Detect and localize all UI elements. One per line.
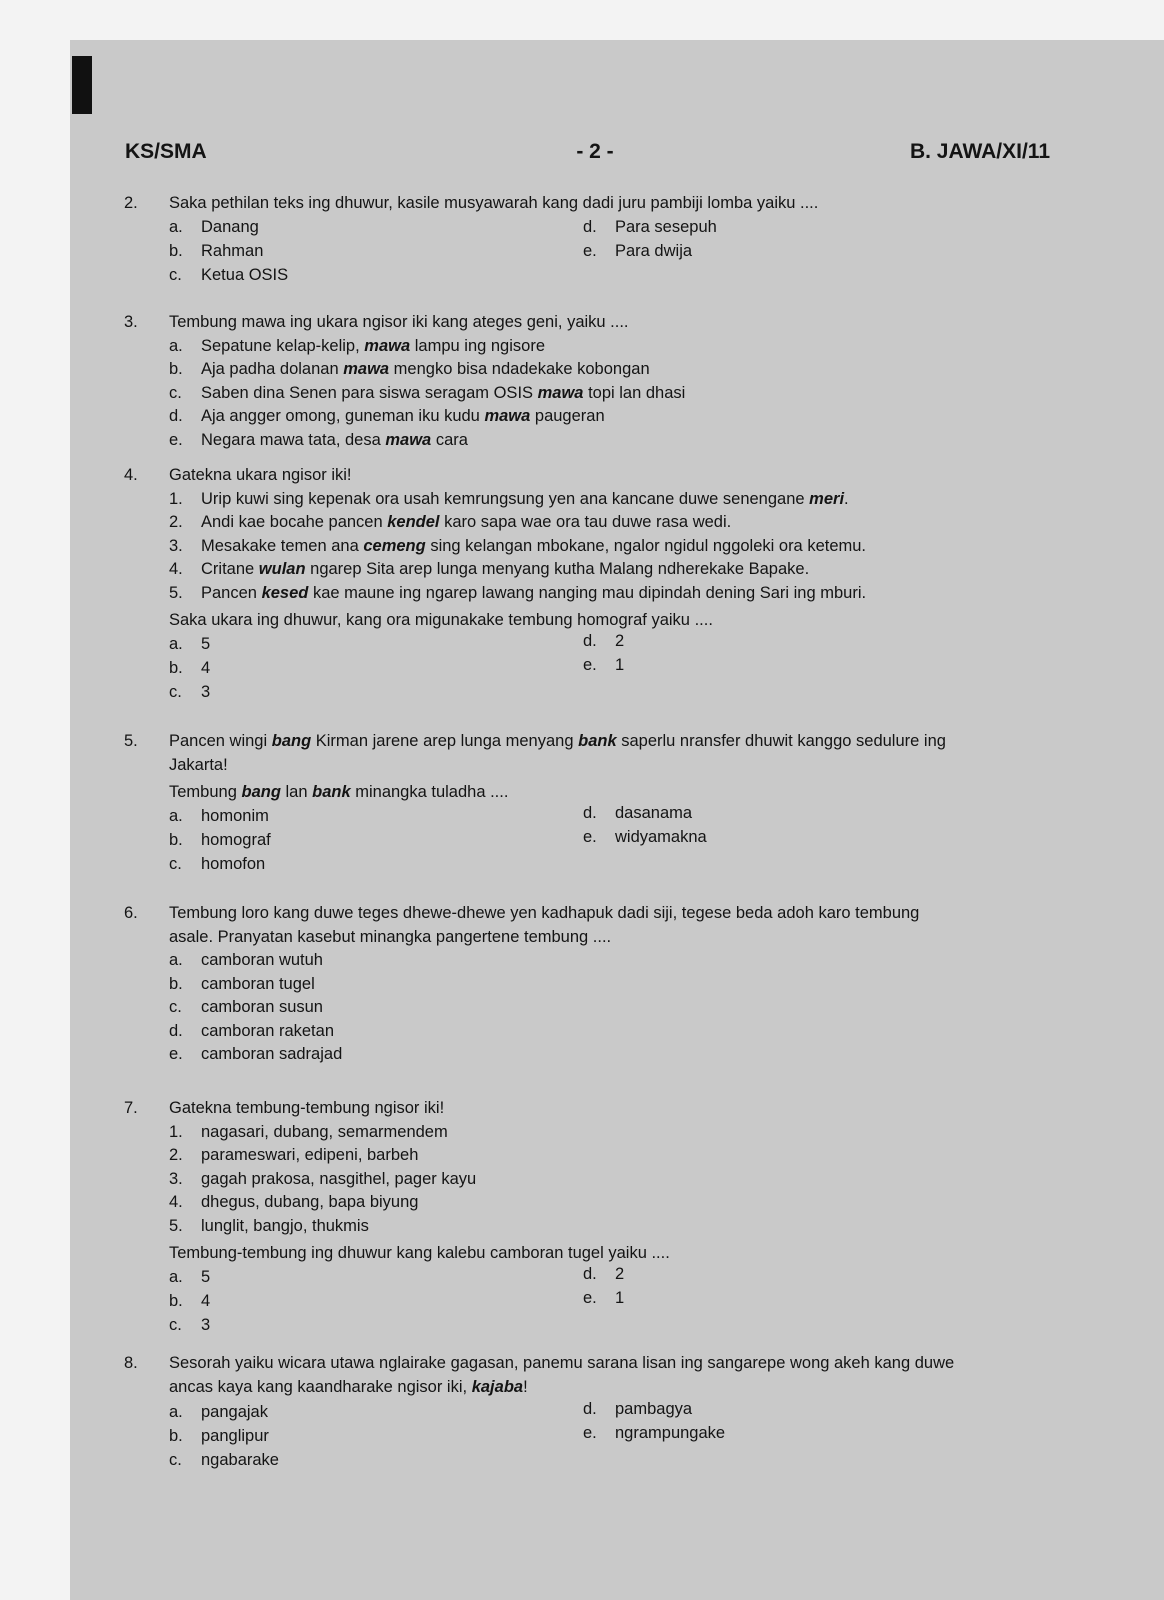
option-c: c. 3 <box>169 682 211 701</box>
question-prompt: Saka ukara ing dhuwur, kang ora migunakake tembung homograf yaiku .... <box>169 611 713 629</box>
question-stem: Sesorah yaiku wicara utawa nglairake gagasan, panemu sarana lisan ing sangarepe wong akeh kang duwe <box>169 1354 955 1372</box>
question-stem: Pancen wingi bang Kirman jarene arep lunga menyang bank saperlu nransfer dhuwit kanggo sedulure ing <box>169 732 946 750</box>
question-number: 2. <box>124 194 138 212</box>
options <box>169 1401 1059 1473</box>
scan-border-left <box>0 0 70 1600</box>
option-b: b. 4 <box>169 1291 211 1310</box>
option-b: b. 4 <box>169 658 211 677</box>
option-b: b. Rahman <box>169 241 264 260</box>
option-e: e. camboran sadrajad <box>169 1045 343 1063</box>
question-stem: Gatekna ukara ngisor iki! <box>169 466 352 484</box>
question-number: 8. <box>124 1354 138 1372</box>
page-header <box>125 140 1050 170</box>
option-d: d. dasanama <box>583 803 693 822</box>
sentence-4: 4. Critane wulan ngarep Sita arep lunga menyang kutha Malang ndherekake Bapake. <box>169 560 810 578</box>
question-stem-cont: Jakarta! <box>169 755 228 774</box>
option-e: e. ngrampungake <box>583 1424 726 1442</box>
question-number: 6. <box>124 904 138 922</box>
option-d: d. Para sesepuh <box>583 217 717 236</box>
question-stem: Tembung loro kang duwe teges dhewe-dhewe yen kadhapuk dadi siji, tegese beda adoh karo tembung <box>169 904 920 922</box>
option-a: a. 5 <box>169 634 211 653</box>
question-6 <box>124 902 1059 1067</box>
word-group-4: 4. dhegus, dubang, bapa biyung <box>169 1193 419 1211</box>
option-d: d. camboran raketan <box>169 1021 334 1040</box>
option-e: e. Para dwija <box>583 241 693 260</box>
question-prompt: Tembung bang lan bank minangka tuladha .... <box>169 783 509 801</box>
question-number: 3. <box>124 313 138 331</box>
question-3 <box>124 311 1059 452</box>
page-number: - 2 - <box>576 140 614 163</box>
question-7 <box>124 1097 1059 1338</box>
option-d: d. 2 <box>583 631 625 650</box>
option-e: e. Negara mawa tata, desa mawa cara <box>169 430 468 449</box>
header-school-code: KS/SMA <box>125 140 207 163</box>
option-c: c. Ketua OSIS <box>169 265 289 284</box>
option-d: d. 2 <box>583 1264 625 1283</box>
word-group-1: 1. nagasari, dubang, semarmendem <box>169 1122 448 1141</box>
question-prompt: Tembung-tembung ing dhuwur kang kalebu camboran tugel yaiku .... <box>169 1244 670 1262</box>
word-group-2: 2. parameswari, edipeni, barbeh <box>169 1146 419 1164</box>
options <box>169 633 1059 705</box>
option-e: e. 1 <box>583 655 625 674</box>
question-stem-cont: ancas kaya kang kaandharake ngisor iki, kajaba! <box>169 1377 528 1396</box>
option-e: e. widyamakna <box>583 827 707 846</box>
question-8 <box>124 1352 1059 1473</box>
word-group-5: 5. lunglit, bangjo, thukmis <box>169 1216 369 1235</box>
sentence-2: 2. Andi kae bocahe pancen kendel karo sapa wae ora tau duwe rasa wedi. <box>169 513 732 531</box>
word-group-3: 3. gagah prakosa, nasgithel, pager kayu <box>169 1169 477 1188</box>
option-c: c. camboran susun <box>169 998 323 1016</box>
option-b: b. camboran tugel <box>169 974 315 993</box>
option-c: c. Saben dina Senen para siswa seragam OSIS mawa topi lan dhasi <box>169 383 686 402</box>
option-b: b. panglipur <box>169 1427 269 1445</box>
option-d: d. pambagya <box>583 1400 693 1418</box>
option-c: c. homofon <box>169 854 266 873</box>
options <box>169 216 1059 288</box>
question-stem: Gatekna tembung-tembung ngisor iki! <box>169 1099 445 1117</box>
question-number: 5. <box>124 732 138 750</box>
sentence-1: 1. Urip kuwi sing kepenak ora usah kemrungsung yen ana kancane duwe senengane meri. <box>169 489 849 508</box>
option-a: a. pangajak <box>169 1403 268 1421</box>
question-stem-cont: asale. Pranyatan kasebut minangka pangertene tembung .... <box>169 927 612 946</box>
scan-border-top <box>0 0 1164 40</box>
sentence-3: 3. Mesakake temen ana cemeng sing kelangan mbokane, ngalor ngidul nggoleki ora ketemu. <box>169 536 867 555</box>
options <box>169 805 1059 877</box>
option-c: c. 3 <box>169 1315 211 1334</box>
option-a: a. homonim <box>169 806 269 825</box>
option-c: c. ngabarake <box>169 1451 279 1469</box>
registration-mark <box>72 56 92 114</box>
option-b: b. homograf <box>169 830 271 849</box>
option-a: a. camboran wutuh <box>169 951 323 969</box>
option-b: b. Aja padha dolanan mawa mengko bisa ndadekake kobongan <box>169 360 650 378</box>
option-d: d. Aja angger omong, guneman iku kudu mawa paugeran <box>169 407 605 425</box>
option-a: a. 5 <box>169 1267 211 1286</box>
question-5 <box>124 730 1059 877</box>
option-a: a. Danang <box>169 217 259 236</box>
option-a: a. Sepatune kelap-kelip, mawa lampu ing ngisore <box>169 336 545 355</box>
question-2 <box>124 192 1059 288</box>
option-e: e. 1 <box>583 1288 625 1307</box>
question-4 <box>124 464 1059 705</box>
question-number: 7. <box>124 1099 138 1117</box>
question-stem: Saka pethilan teks ing dhuwur, kasile musyawarah kang dadi juru pambiji lomba yaiku .... <box>169 194 819 212</box>
question-number: 4. <box>124 466 138 484</box>
question-stem: Tembung mawa ing ukara ngisor iki kang ateges geni, yaiku .... <box>169 313 629 331</box>
options <box>169 1266 1059 1338</box>
sentence-5: 5. Pancen kesed kae maune ing ngarep lawang nanging mau dipindah dening Sari ing mburi. <box>169 583 867 602</box>
header-subject-code: B. JAWA/XI/11 <box>909 140 1050 163</box>
